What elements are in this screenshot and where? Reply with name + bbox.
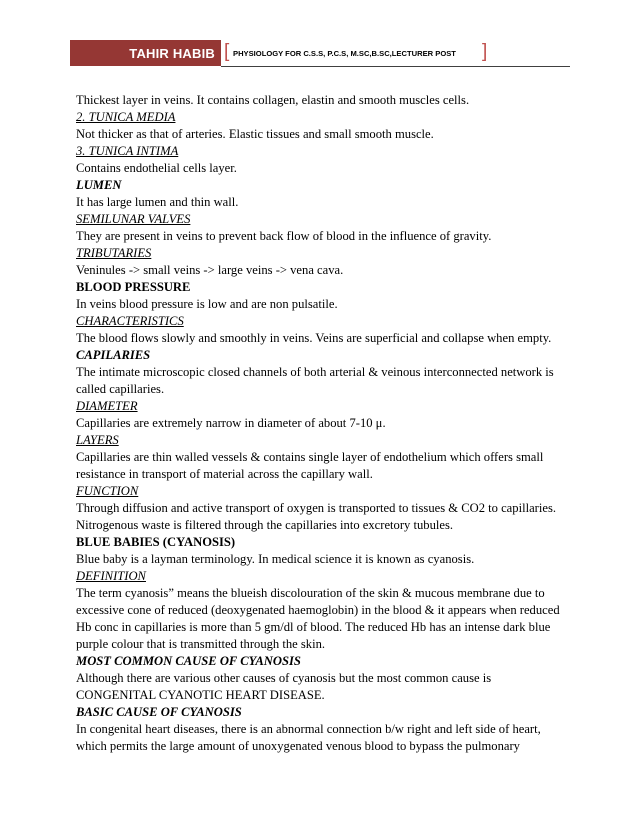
paragraph-line (76, 721, 566, 738)
subheading-text: DEFINITION (76, 569, 146, 583)
paragraph-text: purple colour that is transmitted through the skin. (76, 637, 326, 651)
paragraph-line (76, 330, 566, 347)
section-heading (76, 653, 566, 670)
paragraph-text: Not thicker as that of arteries. Elastic tissues and small smooth muscle. (76, 127, 434, 141)
paragraph-line (76, 670, 566, 687)
section-subheading (76, 432, 566, 449)
paragraph-text: which permits the large amount of unoxygenated venous blood to bypass the pulmonary (76, 739, 520, 753)
section-subheading (76, 109, 566, 126)
heading-text: BLOOD PRESSURE (76, 280, 191, 294)
header-subtitle: PHYSIOLOGY FOR C.S.S, P.C.S, M.SC,B.SC,LECTURER POST (233, 49, 456, 58)
page-header (70, 38, 570, 68)
section-subheading (76, 143, 566, 160)
subheading-text: LAYERS (76, 433, 119, 447)
header-bracket-open: [ (224, 41, 230, 62)
section-heading (76, 534, 566, 551)
paragraph-line (76, 687, 566, 704)
subheading-text: SEMILUNAR VALVES (76, 212, 191, 226)
author-name: TAHIR HABIB (129, 45, 215, 61)
paragraph-text: Capillaries are thin walled vessels & contains single layer of endothelium which offers small (76, 450, 544, 464)
author-box (70, 40, 221, 66)
paragraph-line (76, 449, 566, 466)
section-heading (76, 279, 566, 296)
subheading-text: 2. TUNICA MEDIA (76, 110, 176, 124)
paragraph-text: Nitrogenous waste is filtered through the capillaries into excretory tubules. (76, 518, 454, 532)
heading-text: BLUE BABIES (CYANOSIS) (76, 535, 236, 549)
paragraph-text: Veninules -> small veins -> large veins -> vena cava. (76, 263, 344, 277)
section-subheading (76, 483, 566, 500)
paragraph-line (76, 296, 566, 313)
paragraph-line (76, 738, 566, 755)
paragraph-text: The intimate microscopic closed channels of both arterial & veinous interconnected network is (76, 365, 554, 379)
paragraph-text: Through diffusion and active transport of oxygen is transported to tissues & CO2 to capillaries. (76, 501, 556, 515)
paragraph-text: Thickest layer in veins. It contains collagen, elastin and smooth muscles cells. (76, 93, 470, 107)
heading-text: MOST COMMON CAUSE OF CYANOSIS (76, 654, 301, 668)
subheading-text: FUNCTION (76, 484, 139, 498)
paragraph-text: The blood flows slowly and smoothly in veins. Veins are superficial and collapse when empty. (76, 331, 552, 345)
paragraph-text: Blue baby is a layman terminology. In medical science it is known as cyanosis. (76, 552, 475, 566)
paragraph-line (76, 160, 566, 177)
paragraph-text: called capillaries. (76, 382, 165, 396)
section-subheading (76, 211, 566, 228)
paragraph-line (76, 228, 566, 245)
paragraph-text: Contains endothelial cells layer. (76, 161, 237, 175)
section-heading (76, 177, 566, 194)
section-subheading (76, 568, 566, 585)
paragraph-text: resistance in transport of material across the capillary wall. (76, 467, 373, 481)
section-heading (76, 347, 566, 364)
paragraph-line (76, 92, 566, 109)
paragraph-line (76, 126, 566, 143)
header-rule (221, 66, 570, 67)
subheading-text: DIAMETER (76, 399, 138, 413)
paragraph-line (76, 585, 566, 602)
section-subheading (76, 313, 566, 330)
paragraph-text: Although there are various other causes of cyanosis but the most common cause is (76, 671, 492, 685)
heading-text: CAPILARIES (76, 348, 151, 362)
paragraph-line (76, 262, 566, 279)
paragraph-line (76, 619, 566, 636)
subheading-text: CHARACTERISTICS (76, 314, 184, 328)
paragraph-line (76, 415, 566, 432)
paragraph-line (76, 551, 566, 568)
section-heading (76, 704, 566, 721)
paragraph-line (76, 636, 566, 653)
subheading-text: TRIBUTARIES (76, 246, 152, 260)
paragraph-text: excessive cone of reduced (deoxygenated haemoglobin) in the blood & it appears when reduced (76, 603, 560, 617)
heading-text: LUMEN (76, 178, 122, 192)
heading-text: BASIC CAUSE OF CYANOSIS (76, 705, 242, 719)
paragraph-text: They are present in veins to prevent back flow of blood in the influence of gravity. (76, 229, 492, 243)
section-subheading (76, 245, 566, 262)
paragraph-text: It has large lumen and thin wall. (76, 195, 239, 209)
paragraph-line (76, 602, 566, 619)
paragraph-text: The term cyanosis” means the blueish discolouration of the skin & mucous membrane due to (76, 586, 545, 600)
paragraph-line (76, 466, 566, 483)
paragraph-line (76, 517, 566, 534)
paragraph-line (76, 500, 566, 517)
paragraph-line (76, 364, 566, 381)
section-subheading (76, 398, 566, 415)
paragraph-text: Capillaries are extremely narrow in diameter of about 7-10 μ. (76, 416, 386, 430)
paragraph-line (76, 381, 566, 398)
paragraph-text: Hb conc in capillaries is more than 5 gm/dl of blood. The reduced Hb has an intense dark blue (76, 620, 551, 634)
subheading-text: 3. TUNICA INTIMA (76, 144, 179, 158)
paragraph-text: In congenital heart diseases, there is an abnormal connection b/w right and left side of heart, (76, 722, 541, 736)
header-bracket-close: ] (482, 41, 488, 62)
paragraph-text: In veins blood pressure is low and are non pulsatile. (76, 297, 338, 311)
document-body (76, 92, 566, 755)
paragraph-text: CONGENITAL CYANOTIC HEART DISEASE. (76, 688, 325, 702)
paragraph-line (76, 194, 566, 211)
